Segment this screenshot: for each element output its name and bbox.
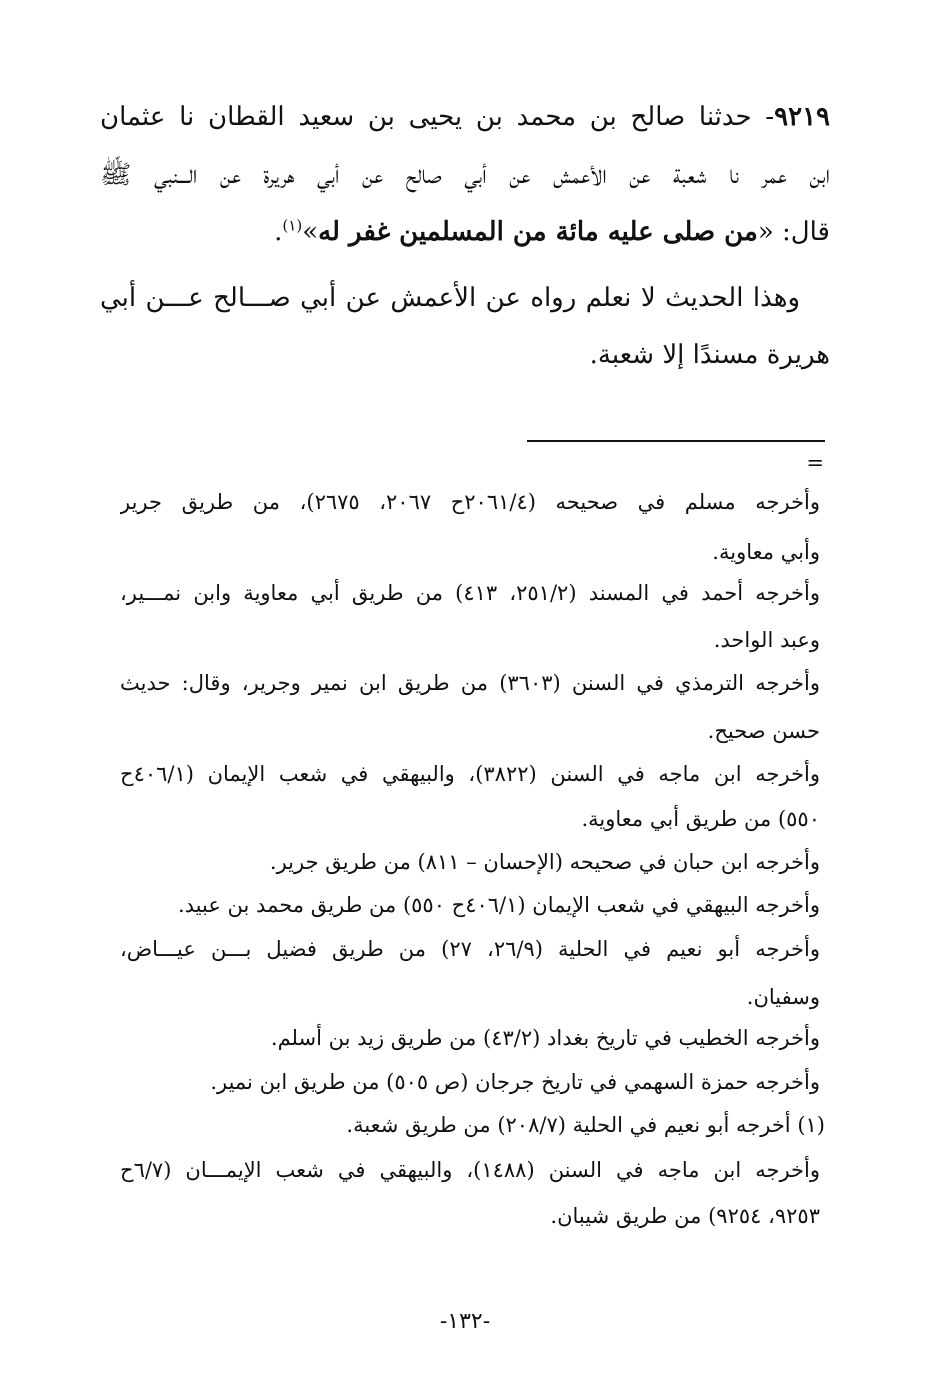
footnote-line: وأخرجه أبو نعيم في الحلية (٢٦/٩، ٢٧) من طريق فضيل بـــن عيـــاض، <box>120 937 820 961</box>
footnote-separator <box>527 440 825 442</box>
footnote-line: وأخرجه أحمد في المسند (٢٥١/٢، ٤١٣) من طريق أبي معاوية وابن نمـــير، <box>120 581 820 605</box>
footnote-line: وسفيان. <box>746 985 820 1009</box>
hadith-matn: من صلى عليه مائة من المسلمين غفر له <box>318 217 758 247</box>
main-line-2: ابن عمر نا شعبة عن الأعمش عن أبي صالح عن أبي هريرة عن الـــنبي ﷺ <box>100 160 830 190</box>
footnote-line: وعبد الواحد. <box>713 628 820 652</box>
footnote-1-line: وأخرجه ابن ماجه في السنن (١٤٨٨)، والبيهقي في شعب الإيمـــان (٦/٧ح <box>120 1158 820 1182</box>
hadith-number: ٩٢١٩ <box>774 102 830 132</box>
page-number: -١٣٢- <box>439 1309 491 1334</box>
footnote-line: وأخرجه البيهقي في شعب الإيمان (٤٠٦/١ح ٥٥٠) من طريق محمد بن عبيد. <box>177 893 820 917</box>
main-line-3-end: . <box>274 217 283 247</box>
main-para2-line-1: وهذا الحديث لا نعلم رواه عن الأعمش عن أبي صـــالح عـــن أبي <box>100 283 800 313</box>
main-line-1 <box>100 97 830 137</box>
main-line-1-text: - حدثنا صالح بن محمد بن يحيى بن سعيد القطان نا عثمان <box>100 102 775 132</box>
footnote-line: ٥٥٠) من طريق أبي معاوية. <box>581 807 820 831</box>
footnote-marker: (١) <box>282 216 303 235</box>
main-line-3 <box>100 212 830 252</box>
footnote-line: وأخرجه مسلم في صحيحه (٢٠٦١/٤ح ٢٠٦٧، ٢٦٧٥)، من طريق جرير <box>120 490 820 514</box>
footnote-line: وأخرجه حمزة السهمي في تاريخ جرجان (ص ٥٠٥) من طريق ابن نمير. <box>210 1070 820 1094</box>
continuation-mark: = <box>806 451 824 475</box>
footnote-line: وأخرجه ابن ماجه في السنن (٣٨٢٢)، والبيهقي في شعب الإيمان (٤٠٦/١ح <box>120 762 820 786</box>
footnote-line: وأبي معاوية. <box>712 540 820 564</box>
main-para2-line-2: هريرة مسندًا إلا شعبة. <box>589 340 830 370</box>
main-line-3-prefix: قال: « <box>757 217 830 247</box>
footnote-line: حسن صحيح. <box>707 719 820 743</box>
footnote-1-line: (١) أخرجه أبو نعيم في الحلية (٢٠٨/٧) من طريق شعبة. <box>346 1113 825 1137</box>
footnote-1-line: ٩٢٥٣، ٩٢٥٤) من طريق شيبان. <box>550 1204 820 1228</box>
footnote-line: وأخرجه الخطيب في تاريخ بغداد (٤٣/٢) من طريق زيد بن أسلم. <box>270 1026 820 1050</box>
main-line-3-suffix: » <box>302 217 319 247</box>
footnote-line: وأخرجه ابن حبان في صحيحه (الإحسان – ٨١١) من طريق جرير. <box>269 850 820 874</box>
footnote-line: وأخرجه الترمذي في السنن (٣٦٠٣) من طريق ابن نمير وجرير، وقال: حديث <box>120 671 820 695</box>
